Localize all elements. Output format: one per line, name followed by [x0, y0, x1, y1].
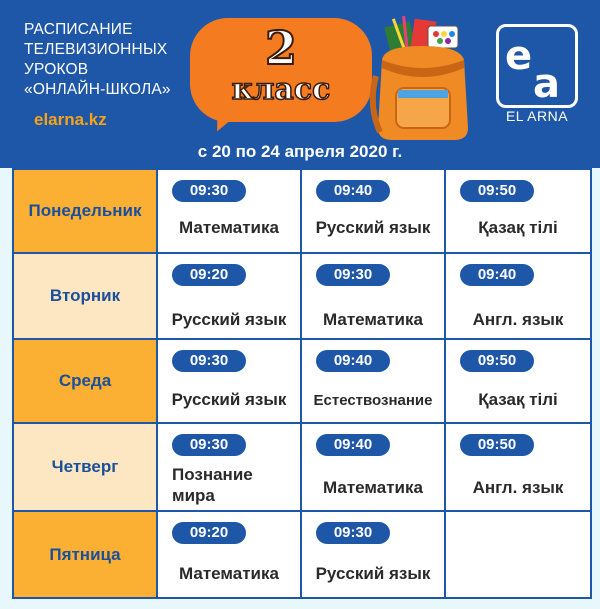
lesson-cell [156, 510, 302, 599]
title-line: УРОКОВ [24, 61, 89, 78]
date-range: с 20 по 24 апреля 2020 г. [197, 142, 403, 161]
lesson-cell [300, 252, 446, 340]
lesson-cell [300, 338, 446, 424]
subject-label [172, 464, 300, 506]
title-line: ТЕЛЕВИЗИОННЫХ [24, 41, 168, 58]
lesson-cell [156, 338, 302, 424]
day-cell-monday [12, 168, 158, 254]
day-cell-tuesday [12, 252, 158, 340]
subject-line: мира [172, 486, 215, 505]
day-label: Пятница [49, 544, 121, 564]
time-badge: 09:30 [172, 350, 246, 372]
time-badge: 09:30 [316, 264, 390, 286]
lesson-cell [444, 338, 592, 424]
header-banner [0, 0, 600, 168]
subject-label: Математика [179, 218, 279, 237]
subject-label: Естествознание [313, 392, 433, 409]
subject-line: Познание [172, 465, 253, 484]
lesson-cell [300, 422, 446, 512]
time-badge: 09:30 [316, 522, 390, 544]
time-badge: 09:50 [460, 180, 534, 202]
subject-label: Қазақ тілі [478, 390, 558, 409]
subject-label: Русский язык [171, 390, 287, 409]
logo-caption: EL ARNA [505, 108, 569, 124]
day-cell-thursday [12, 422, 158, 512]
time-badge: 09:50 [460, 350, 534, 372]
time-badge: 09:40 [316, 180, 390, 202]
poster-title [24, 20, 171, 100]
day-cell-friday [12, 510, 158, 599]
grade-word: класс [231, 72, 331, 107]
svg-text:a: a [533, 61, 560, 107]
day-cell-wednesday [12, 338, 158, 424]
subject-label: Русский язык [315, 564, 431, 583]
subject-label: Русский язык [171, 310, 287, 329]
lesson-cell [444, 168, 592, 254]
el-arna-logo-icon [496, 24, 578, 108]
lesson-cell [156, 422, 302, 512]
lesson-cell [300, 168, 446, 254]
time-badge: 09:30 [172, 180, 246, 202]
day-label: Среда [58, 371, 112, 390]
lesson-cell [156, 252, 302, 340]
subject-label: Математика [323, 478, 423, 497]
time-badge: 09:50 [460, 434, 534, 456]
empty-cell [444, 510, 592, 599]
schedule-table [12, 168, 592, 599]
lesson-cell [156, 168, 302, 254]
time-badge: 09:40 [316, 350, 390, 372]
day-label: Понедельник [28, 201, 142, 220]
subject-label: Математика [323, 310, 423, 329]
svg-text:e: e [505, 33, 533, 79]
time-badge: 09:40 [460, 264, 534, 286]
time-badge: 09:40 [316, 434, 390, 456]
title-line: «ОНЛАЙН-ШКОЛА» [24, 81, 171, 98]
subject-label: Математика [179, 564, 279, 583]
backpack-icon [368, 16, 478, 146]
day-label: Вторник [49, 286, 121, 305]
grade-number: 2 [264, 21, 297, 75]
subject-label: Қазақ тілі [478, 218, 558, 237]
time-badge: 09:30 [172, 434, 246, 456]
time-badge: 09:20 [172, 522, 246, 544]
subject-label: Русский язык [315, 218, 431, 237]
title-line: РАСПИСАНИЕ [24, 21, 133, 38]
site-link[interactable]: elarna.kz [34, 110, 107, 129]
time-badge: 09:20 [172, 264, 246, 286]
day-label: Четверг [51, 457, 119, 476]
lesson-cell [444, 422, 592, 512]
lesson-cell [300, 510, 446, 599]
subject-label: Англ. язык [472, 310, 564, 329]
lesson-cell [444, 252, 592, 340]
subject-label: Англ. язык [472, 478, 564, 497]
